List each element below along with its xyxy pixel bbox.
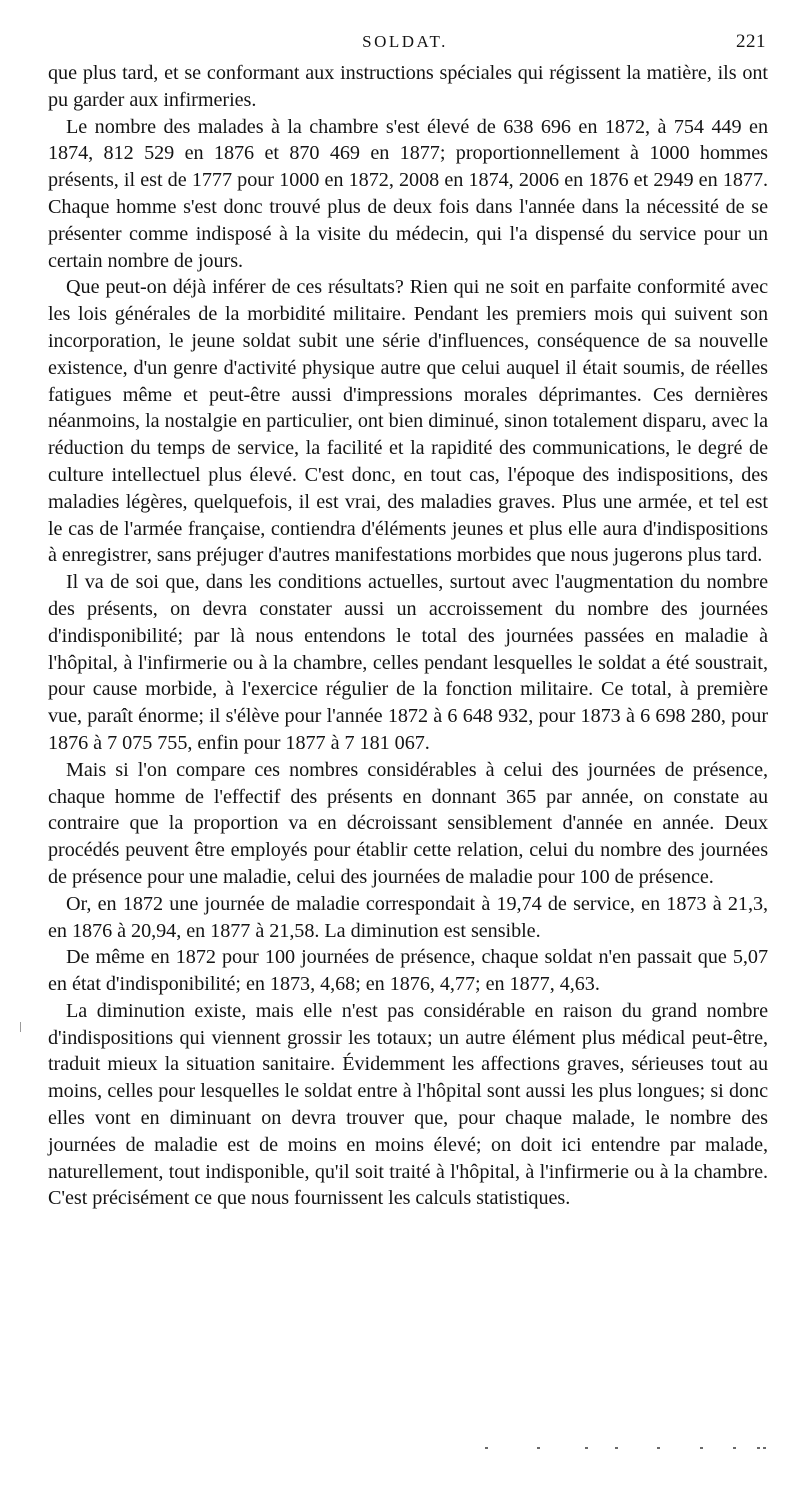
running-head xyxy=(40,30,770,56)
bleed-mark xyxy=(537,1447,540,1449)
bleed-mark xyxy=(585,1447,588,1449)
paragraph-conclusion: La diminution existe, mais elle n'est pas considérable en raison du grand nombre d'indispositions qui viennent grossir les totaux; un autre élément plus médical peut-être, traduit mieux la situation sanitaire. Évidemment les affections graves, sérieuses tout au moins, celles pour lesquelles le soldat entre à l'hôpital sont aussi les plus longues; si donc elles vont en diminuant on devra trouver que, pour chaque malade, le nombre des journées de maladie est de moins en moins élevé; on doit ici entendre par malade, naturellement, tout indisponible, qu'il soit traité à l'hôpital, à l'infirmerie ou à la chambre. C'est précisément ce que nous fournissent les calculs statistiques. xyxy=(48,999,768,1210)
paragraph-morbidity: Que peut-on déjà inférer de ces résultats? Rien qui ne soit en parfaite conformité avec les lois générales de la morbidité militaire. Pendant les premiers mois qui suivent son incorporation, le jeune soldat subit une série d'influences, conséquence de sa nouvelle existence, d'un genre d'activité physique autre que celui auquel il était soumis, de réelles fatigues même et peut-être aussi d'impressions morales déprimantes. Ces dernières néanmoins, la nostalgie en particulier, ont bien diminué, sinon totalement disparu, avec la réduction du temps de service, la facilité et la rapidité des communications, le degré de culture intellectuel plus élevé. C'est donc, en tout cas, l'époque des indispositions, des maladies légères, quelquefois, il est vrai, des maladies graves. Plus une armée, et tel est le cas de l'armée française, contiendra d'éléments jeunes et plus elle aura d'indispositions à enregistrer, sans préjuger d'autres manifestations morbides que nous jugerons plus tard. xyxy=(48,276,768,567)
bleed-mark xyxy=(700,1447,703,1449)
bleed-mark xyxy=(657,1447,660,1449)
paragraph-continued: que plus tard, et se conformant aux instructions spéciales qui régissent la matière, ils ont pu garder aux infirmeries. xyxy=(48,62,768,111)
bleed-mark xyxy=(733,1447,736,1449)
bleed-mark xyxy=(763,1447,766,1449)
page-number: 221 xyxy=(736,31,766,52)
bleed-mark xyxy=(757,1447,760,1449)
bleed-mark xyxy=(615,1447,618,1449)
running-title: SOLDAT. xyxy=(362,32,448,51)
paragraph-ratio-service: Or, en 1872 une journée de maladie correspondait à 19,74 de service, en 1873 à 21,3, en 1876 à 20,94, en 1877 à 21,58. La diminution est sensible. xyxy=(48,892,768,942)
body-text xyxy=(48,60,768,1212)
margin-mark xyxy=(20,1022,21,1032)
paragraph-unavailability-days: Il va de soi que, dans les conditions actuelles, surtout avec l'augmentation du nombre des présents, on devra constater aussi un accroissement du nombre des journées d'indisponibilité; par là nous entendons le total des journées passées en maladie à l'hôpital, à l'infirmerie ou à la chambre, celles pendant lesquelles le soldat a été soustrait, pour cause morbide, à l'exercice régulier de la fonction militaire. Ce total, à première vue, paraît énorme; il s'élève pour l'année 1872 à 6 648 932, pour 1873 à 6 698 280, pour 1876 à 7 075 755, enfin pour 1877 à 7 181 067. xyxy=(48,571,768,754)
paragraph-ratio-hundred: De même en 1872 pour 100 journées de présence, chaque soldat n'en passait que 5,07 en état d'indisponibilité; en 1873, 4,68; en 1876, 4,77; en 1877, 4,63. xyxy=(48,946,768,996)
bottom-bleed-through-marks xyxy=(485,1447,770,1451)
bleed-mark xyxy=(485,1447,488,1449)
paragraph-sick-counts: Le nombre des malades à la chambre s'est élevé de 638 696 en 1872, à 754 449 en 1874, 812 529 en 1876 et 870 469 en 1877; proportionnellement à 1000 hommes présents, il est de 1777 pour 1000 en 1872, 2008 en 1874, 2006 en 1876 et 2949 en 1877. Chaque homme s'est donc trouvé plus de deux fois dans l'année dans la nécessité de se présenter comme indisposé à la visite du médecin, qui l'a dispensé du service pour un certain nombre de jours. xyxy=(48,115,768,272)
paragraph-presence-comparison: Mais si l'on compare ces nombres considérables à celui des journées de présence, chaque homme de l'effectif des présents en donnant 365 par année, on constate au contraire que la proportion va en décroissant sensiblement d'année en année. Deux procédés peuvent être employés pour établir cette relation, celui du nombre des journées de présence pour une maladie, celui des journées de maladie pour 100 de présence. xyxy=(48,758,768,888)
